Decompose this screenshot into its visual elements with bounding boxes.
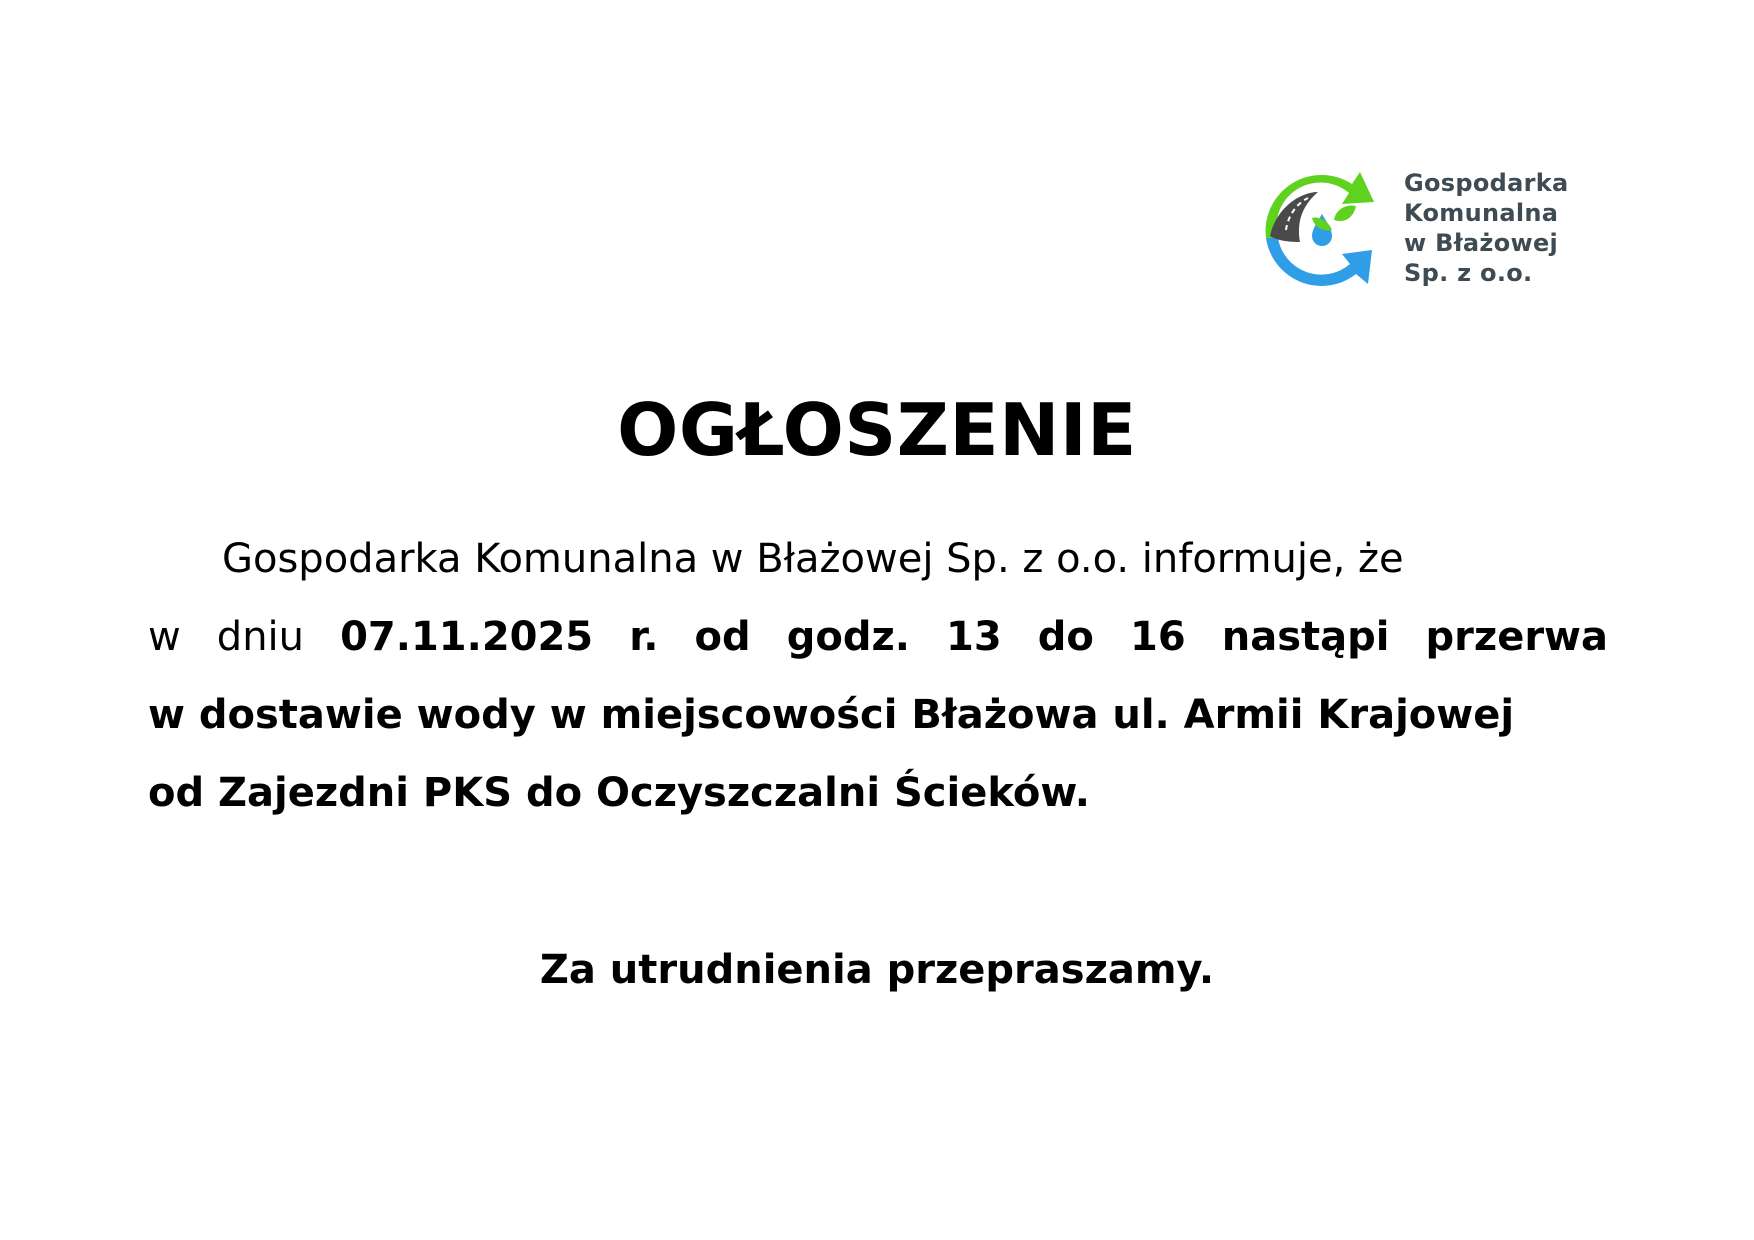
notice-line-2 — [148, 598, 1608, 676]
notice-closing: Za utrudnienia przepraszamy. — [539, 947, 1215, 993]
logo-company-name — [1404, 168, 1569, 288]
notice-word: przerwa — [1425, 614, 1608, 660]
notice-word: od — [694, 614, 751, 660]
notice-word: nastąpi — [1221, 614, 1390, 660]
logo-line: Sp. z o.o. — [1404, 259, 1533, 287]
notice-word: r. — [629, 614, 659, 660]
logo-line: Gospodarka — [1404, 169, 1569, 197]
notice-line-4: od Zajezdni PKS do Oczyszczalni Ścieków. — [148, 770, 1090, 816]
company-logo — [1256, 168, 1616, 298]
notice-body — [148, 520, 1608, 832]
logo-line: w Błażowej — [1404, 229, 1559, 257]
logo-line: Komunalna — [1404, 199, 1559, 227]
notice-word: w — [148, 614, 181, 660]
notice-word: do — [1037, 614, 1094, 660]
notice-hour-start: 13 — [946, 614, 1002, 660]
notice-word: dniu — [216, 614, 305, 660]
notice-line-3: w dostawie wody w miejscowości Błażowa ul. Armii Krajowej — [148, 692, 1515, 738]
notice-word: godz. — [786, 614, 910, 660]
notice-date: 07.11.2025 — [340, 614, 594, 660]
notice-line-1: Gospodarka Komunalna w Błażowej Sp. z o.o. informuje, że — [222, 536, 1404, 582]
notice-hour-end: 16 — [1129, 614, 1186, 660]
water-road-leaf-logo-icon — [1256, 168, 1384, 286]
notice-title: OGŁOSZENIE — [617, 388, 1137, 472]
